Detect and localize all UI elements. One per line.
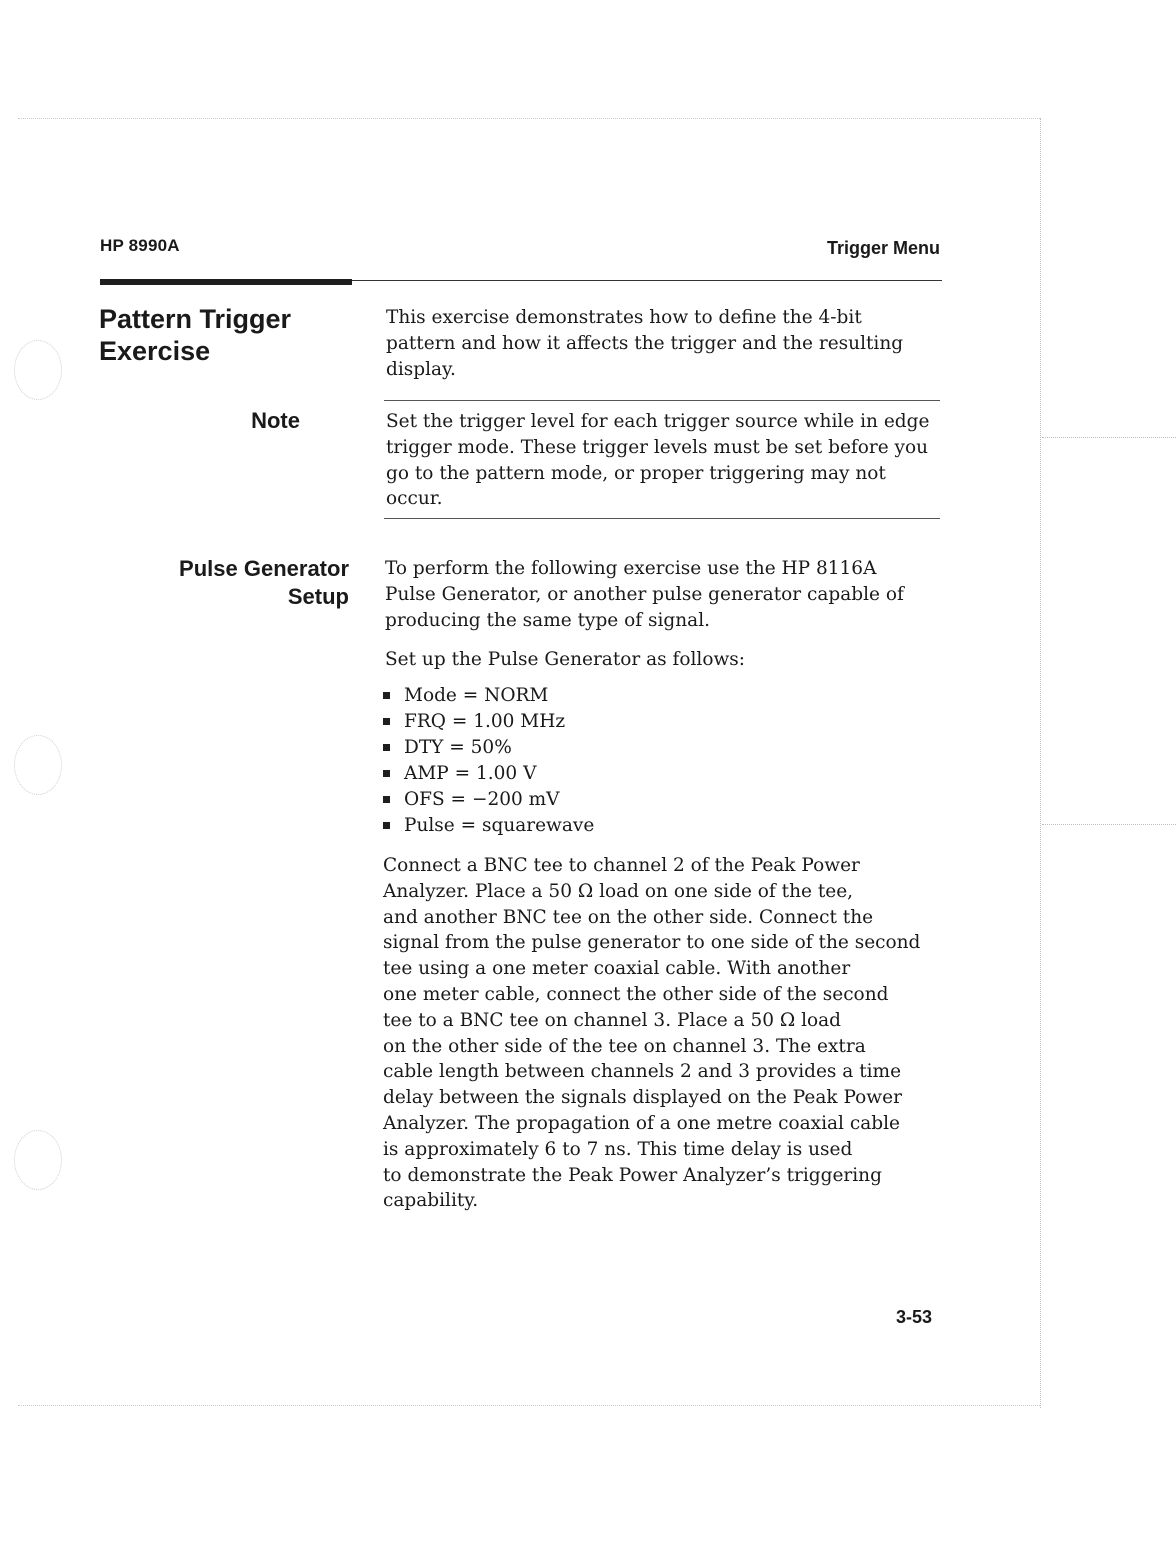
text-line: go to the pattern mode, or proper triggering may not (386, 462, 886, 484)
intro-paragraph (386, 305, 903, 382)
text-line: occur. (386, 488, 443, 510)
text-line: To perform the following exercise use the HP 8116A (385, 558, 877, 579)
list-item: AMP = 1.00 V (383, 761, 594, 787)
note-rule-bottom (384, 518, 940, 519)
text-line: Analyzer. The propagation of a one metre coaxial cable (383, 1112, 900, 1134)
text-line: on the other side of the tee on channel 3. The extra (383, 1035, 866, 1057)
heading-line: Setup (287, 584, 349, 609)
text-line: Pulse Generator, or another pulse generator capable of (385, 583, 904, 605)
list-item: Pulse = squarewave (383, 813, 594, 839)
punch-hole (14, 1130, 62, 1190)
note-paragraph (386, 409, 929, 512)
text-line: display. (386, 358, 456, 380)
header-rule-thin (352, 280, 942, 281)
text-line: one meter cable, connect the other side of the second (383, 983, 889, 1005)
text-line: This exercise demonstrates how to define the 4-bit (386, 307, 862, 328)
settings-list (383, 683, 594, 839)
page-number: 3-53 (895, 1307, 932, 1327)
text-line: cable length between channels 2 and 3 provides a time (383, 1061, 902, 1083)
scan-border-right (1040, 118, 1041, 1408)
header-rule-thick (100, 279, 352, 285)
text-line: to demonstrate the Peak Power Analyzer’s triggering (383, 1164, 882, 1186)
scan-border-bottom (18, 1405, 1040, 1406)
heading-line: Pulse Generator (179, 556, 349, 581)
connection-paragraph (383, 853, 920, 1214)
text-line: capability. (383, 1190, 479, 1212)
text-line: is approximately 6 to 7 ns. This time delay is used (383, 1138, 853, 1160)
text-line: trigger mode. These trigger levels must be set before you (386, 436, 929, 458)
text-line: Analyzer. Place a 50 Ω load on one side of the tee, (383, 880, 854, 902)
text-line: tee using a one meter coaxial cable. With another (383, 958, 851, 980)
text-line: producing the same type of signal. (385, 609, 710, 631)
text-line: delay between the signals displayed on the Peak Power (383, 1087, 902, 1109)
text-line: Set the trigger level for each trigger source while in edge (386, 411, 930, 432)
section-title-line: Pattern Trigger (99, 304, 292, 334)
header-chapter: Trigger Menu (826, 238, 940, 258)
text-line: and another BNC tee on the other side. Connect the (383, 906, 874, 928)
punch-hole (14, 735, 62, 795)
text-line: Connect a BNC tee to channel 2 of the Peak Power (383, 855, 860, 876)
setup-lead-in: Set up the Pulse Generator as follows: (385, 649, 746, 670)
scan-tab-mark (1042, 824, 1176, 825)
list-item: OFS = −200 mV (383, 787, 594, 813)
scan-tab-mark (1042, 437, 1176, 438)
section-title (99, 303, 291, 367)
pulse-generator-intro (385, 556, 904, 633)
pulse-generator-heading (179, 555, 349, 611)
punch-hole (14, 340, 62, 400)
header-model: HP 8990A (100, 236, 180, 255)
note-heading: Note (251, 408, 300, 433)
section-title-line: Exercise (99, 336, 211, 366)
list-item: DTY = 50% (383, 735, 594, 761)
scan-border-top (18, 118, 1040, 119)
text-line: signal from the pulse generator to one side of the second (383, 932, 921, 954)
list-item: Mode = NORM (383, 683, 594, 709)
text-line: tee to a BNC tee on channel 3. Place a 50 Ω load (383, 1009, 842, 1031)
note-rule-top (384, 400, 940, 401)
list-item: FRQ = 1.00 MHz (383, 709, 594, 735)
text-line: pattern and how it affects the trigger and the resulting (386, 332, 904, 354)
